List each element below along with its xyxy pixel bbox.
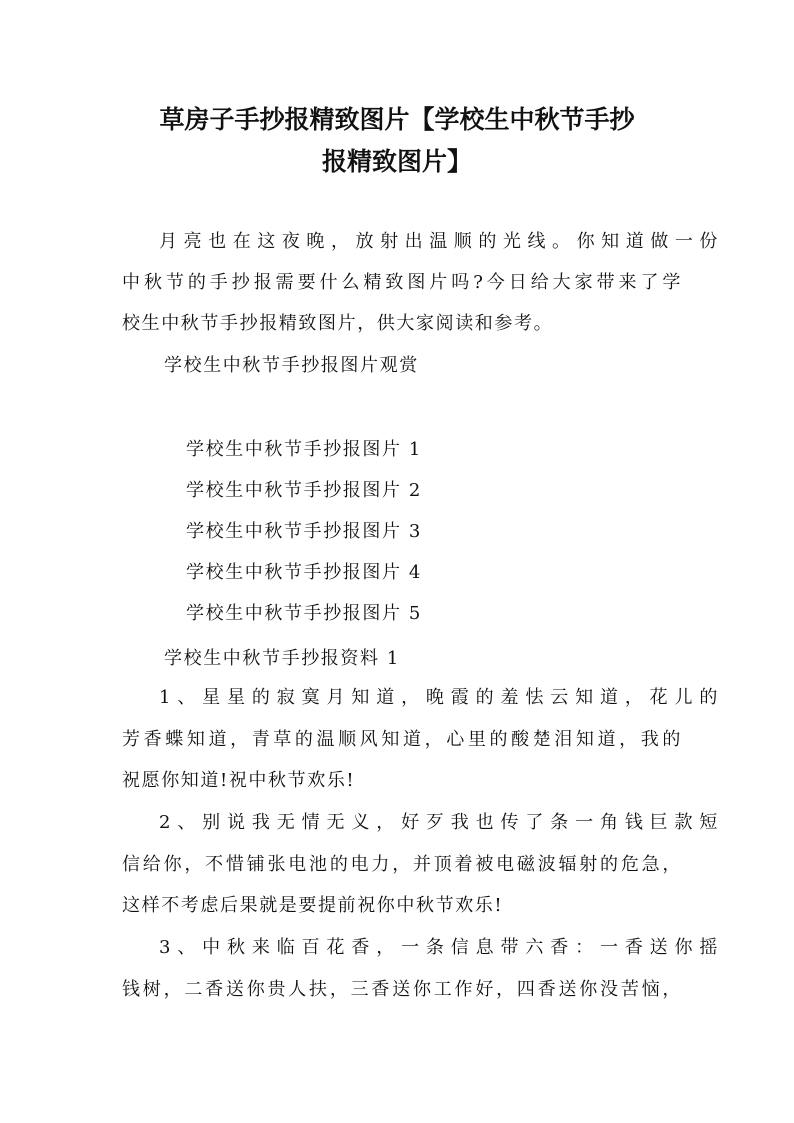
paragraph-1-line-2: 芳香蝶知道，青草的温顺风知道，心里的酸楚泪知道，我的: [122, 729, 682, 750]
image-caption-1: 学校生中秋节手抄报图片 1: [186, 439, 422, 460]
image-caption-3: 学校生中秋节手抄报图片 3: [186, 521, 422, 542]
paragraph-2-line-3: 这样不考虑后果就是要提前祝你中秋节欢乐!: [122, 895, 504, 916]
material-heading: 学校生中秋节手抄报资料 1: [164, 648, 400, 669]
image-caption-5: 学校生中秋节手抄报图片 5: [186, 603, 422, 624]
section-heading: 学校生中秋节手抄报图片观赏: [164, 355, 419, 376]
paragraph-2-line-2: 信给你，不惜铺张电池的电力，并顶着被电磁波辐射的危急，: [122, 854, 682, 875]
image-caption-2: 学校生中秋节手抄报图片 2: [186, 480, 422, 501]
paragraph-1-line-1: 1、星星的寂寞月知道，晚霞的羞怯云知道，花儿的: [159, 687, 719, 708]
paragraph-1-line-3: 祝愿你知道!祝中秋节欢乐!: [122, 770, 356, 791]
image-caption-4: 学校生中秋节手抄报图片 4: [186, 562, 422, 583]
paragraph-3-line-1: 3、中秋来临百花香，一条信息带六香：一香送你摇: [159, 937, 719, 958]
intro-line-3: 校生中秋节手抄报精致图片，供大家阅读和参考。: [122, 313, 554, 334]
paragraph-2-line-1: 2、别说我无情无义，好歹我也传了条一角钱巨款短: [159, 812, 719, 833]
intro-line-2: 中秋节的手抄报需要什么精致图片吗?今日给大家带来了学: [122, 272, 682, 293]
document-title-line-2: 报精致图片】: [321, 147, 472, 176]
document-title-line-1: 草房子手抄报精致图片【学校生中秋节手抄: [159, 105, 635, 134]
intro-line-1: 月亮也在这夜晚，放射出温顺的光线。你知道做一份: [159, 231, 719, 252]
paragraph-3-line-2: 钱树，二香送你贵人扶，三香送你工作好，四香送你没苦恼，: [122, 979, 682, 1000]
